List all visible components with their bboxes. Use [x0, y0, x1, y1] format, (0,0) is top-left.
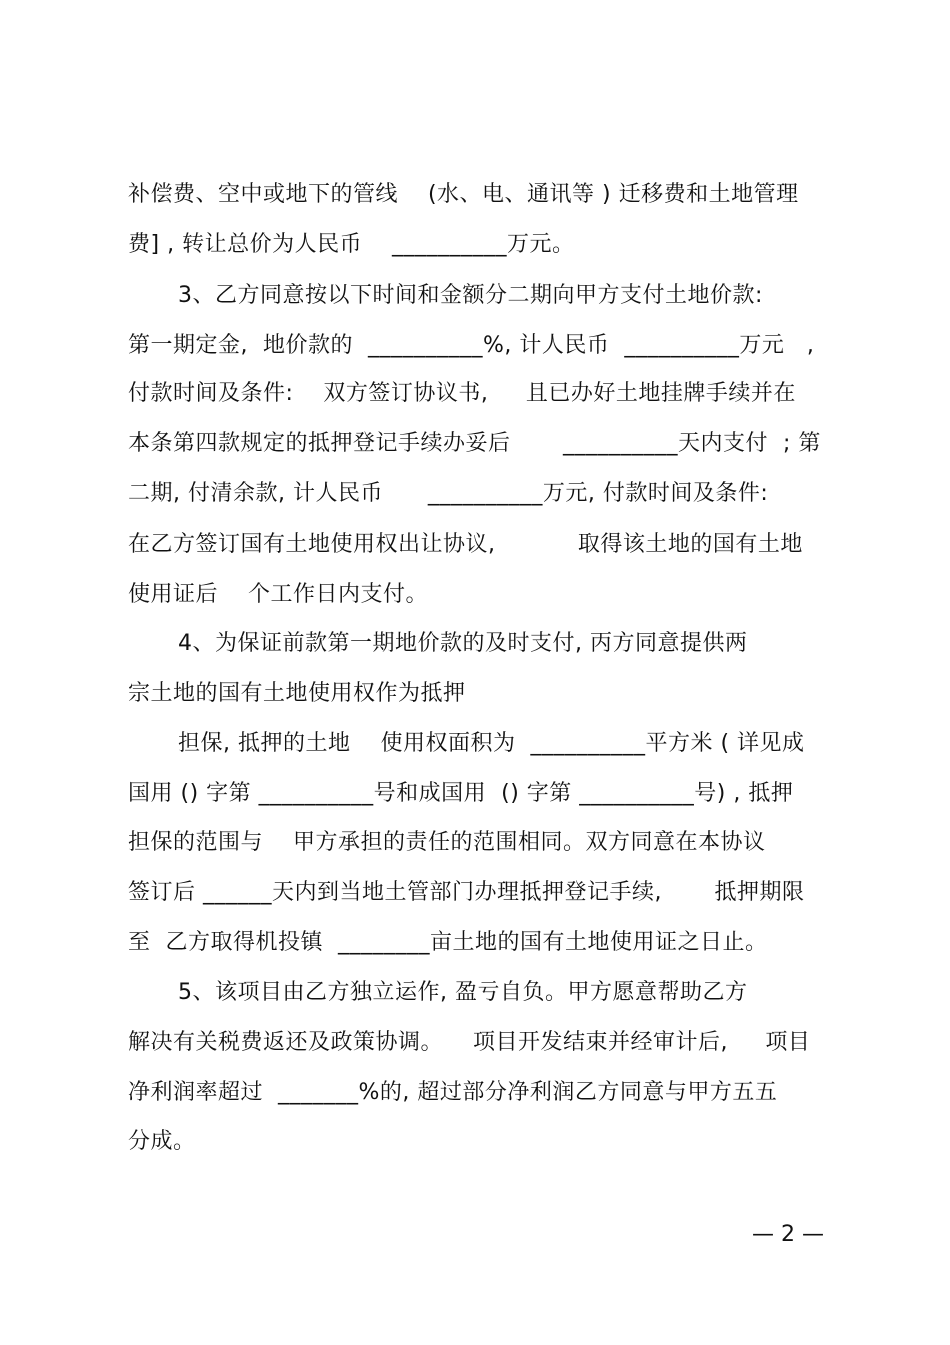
page-number: — 2 — — [752, 1222, 824, 1247]
text-line: 4、为保证前款第一期地价款的及时支付, 丙方同意提供两 — [178, 631, 748, 656]
text-line: 费] , 转让总价为人民币 __________万元。 — [128, 232, 575, 257]
text-line: 3、乙方同意按以下时间和金额分二期向甲方支付土地价款: — [178, 283, 763, 308]
text-line: 解决有关税费返还及政策协调。 项目开发结束并经审计后, 项目 — [128, 1030, 811, 1055]
text-line: 净利润率超过 _______%的, 超过部分净利润乙方同意与甲方五五 — [128, 1080, 778, 1105]
text-line: 担保的范围与 甲方承担的责任的范围相同。双方同意在本协议 — [128, 830, 766, 855]
text-line: 在乙方签订国有土地使用权出让协议, 取得该土地的国有土地 — [128, 532, 803, 557]
text-line: 二期, 付清余款, 计人民币 __________万元, 付款时间及条件: — [128, 481, 769, 506]
text-line: 补偿费、空中或地下的管线 (水、电、通讯等 ) 迁移费和土地管理 — [128, 182, 799, 207]
text-line: 使用证后 个工作日内支付。 — [128, 582, 428, 607]
text-line: 第一期定金, 地价款的 __________%, 计人民币 __________万元 , — [128, 333, 815, 358]
text-line: 国用 () 字第 __________号和成国用 () 字第 __________号) , 抵押 — [128, 781, 794, 806]
text-line: 付款时间及条件: 双方签订协议书, 且已办好土地挂牌手续并在 — [128, 381, 796, 406]
text-line: 担保, 抵押的土地 使用权面积为 __________平方米 ( 详见成 — [178, 731, 805, 756]
text-line: 本条第四款规定的抵押登记手续办妥后 __________天内支付 ; 第 — [128, 431, 821, 456]
text-line: 至 乙方取得机投镇 ________亩土地的国有土地使用证之日止。 — [128, 930, 768, 955]
text-line: 分成。 — [128, 1129, 196, 1154]
text-line: 5、该项目由乙方独立运作, 盈亏自负。甲方愿意帮助乙方 — [178, 980, 748, 1005]
text-line: 宗土地的国有土地使用权作为抵押 — [128, 681, 466, 706]
text-line: 签订后 ______天内到当地土管部门办理抵押登记手续, 抵押期限 — [128, 880, 805, 905]
